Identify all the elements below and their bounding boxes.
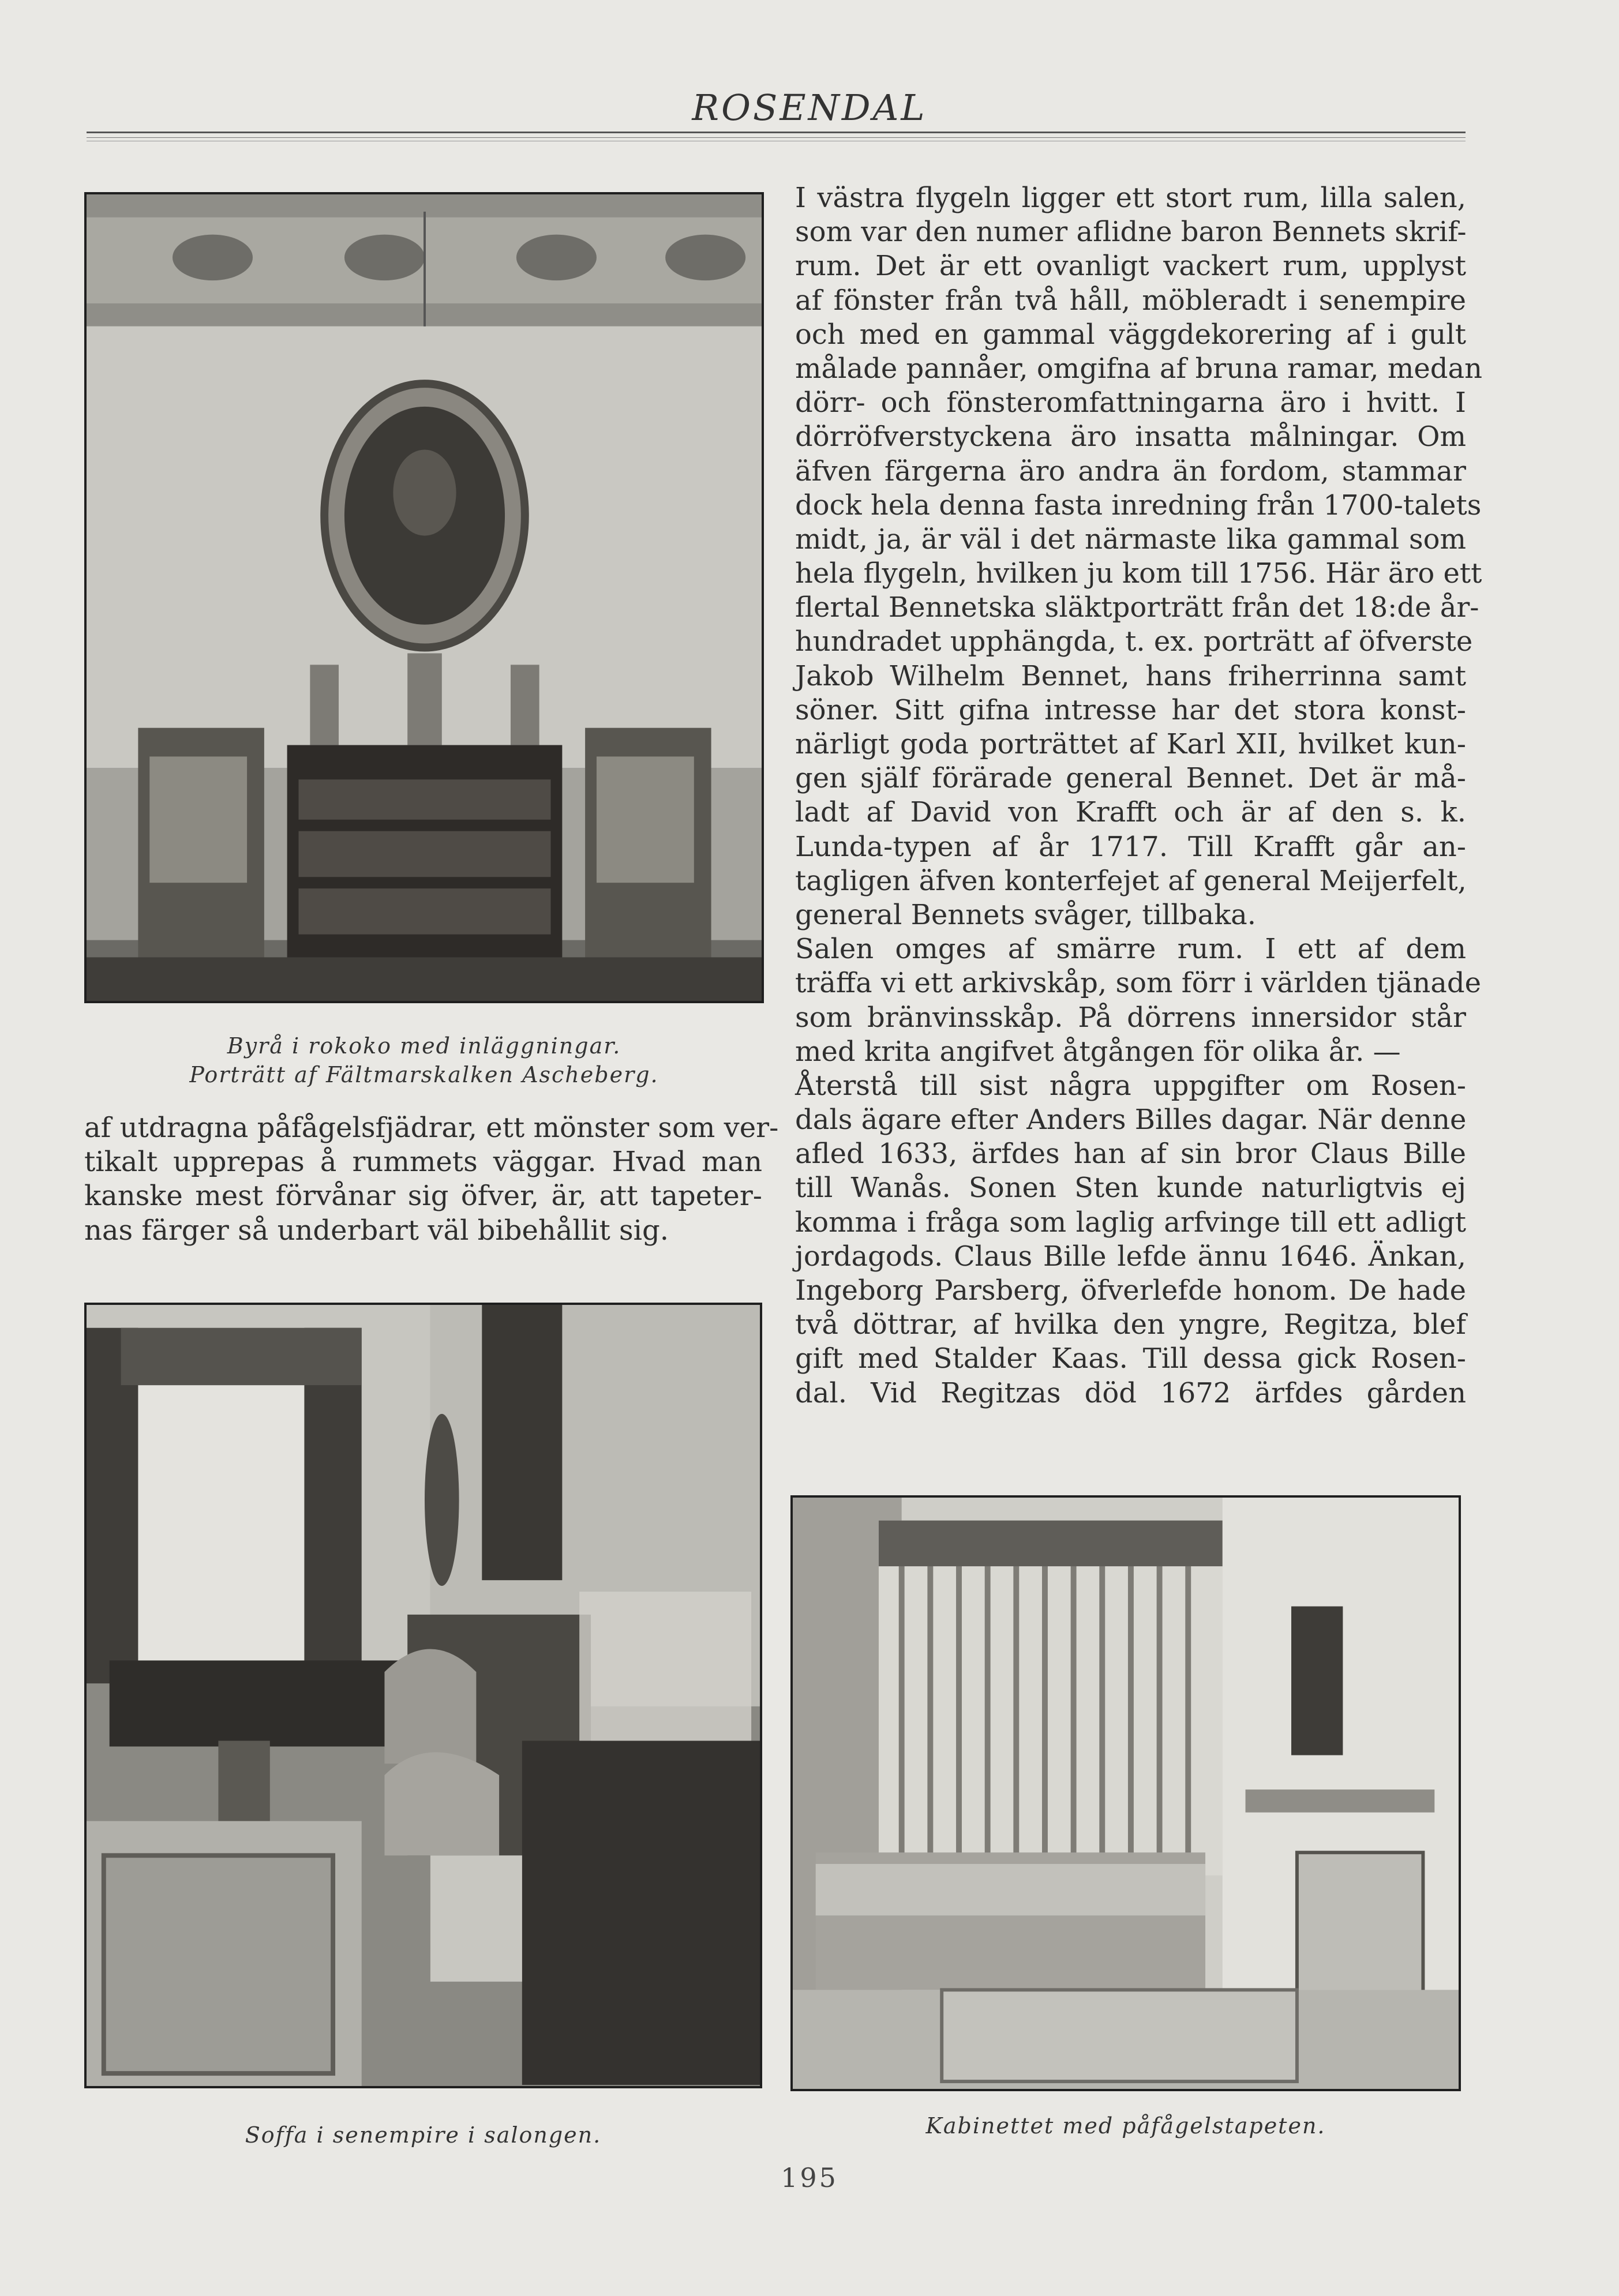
- text-line: af utdragna påfågelsfjädrar, ett mönster som ver-: [84, 1112, 779, 1144]
- text-line: ladt af David von Krafft och är af den s. k.: [795, 796, 1466, 829]
- page-number: 195: [781, 2162, 838, 2193]
- text-line: med krita angifvet åtgången för olika år. —: [795, 1035, 1401, 1068]
- text-line: Ingeborg Parsberg, öfverlefde honom. De hade: [795, 1274, 1466, 1307]
- text-line: afled 1633, ärfdes han af sin bror Claus Bille: [795, 1138, 1466, 1170]
- text-line: Jakob Wilhelm Bennet, hans friherrinna samt: [795, 659, 1466, 692]
- text-line: kanske mest förvånar sig öfver, är, att tapeter-: [84, 1180, 762, 1213]
- figure-caption-cabinet: Kabinettet med påfågelstapeten.: [925, 2113, 1326, 2139]
- figure-caption-salon-sofa: Soffa i senempire i salongen.: [245, 2122, 602, 2148]
- text-line: som bränvinsskåp. På dörrens innersidor står: [795, 1001, 1466, 1034]
- text-line: rum. Det är ett ovanligt vackert rum, upplyst: [795, 250, 1466, 283]
- text-line: af fönster från två håll, möbleradt i senempire: [795, 284, 1466, 317]
- text-line: söner. Sitt gifna intresse har det stora konst-: [795, 693, 1466, 726]
- photo-salon-sofa: [84, 1303, 762, 2088]
- text-line: målade pannåer, omgifna af bruna ramar, medan: [795, 352, 1482, 385]
- text-line: dals ägare efter Anders Billes dagar. När denne: [795, 1104, 1467, 1136]
- photo-cabinet-room: [790, 1495, 1461, 2091]
- text-line: komma i fråga som laglig arfvinge till ett adligt: [795, 1206, 1466, 1239]
- photo-commode-portrait: [84, 192, 764, 1003]
- right-column-text: [795, 181, 1482, 1410]
- text-line: till Wanås. Sonen Sten kunde naturligtvis ej: [795, 1172, 1466, 1205]
- figure-caption-commode: [84, 1031, 764, 1089]
- left-column-text: [84, 1111, 779, 1248]
- text-line: dal. Vid Regitzas död 1672 ärfdes gården: [795, 1376, 1466, 1409]
- text-line: närligt goda porträttet af Karl XII, hvilket kun-: [795, 728, 1466, 760]
- text-line: dörr- och fönsteromfattningarna äro i hvitt. I: [795, 387, 1466, 419]
- text-line: I västra flygeln ligger ett stort rum, lilla salen,: [795, 182, 1466, 214]
- text-line: flertal Bennetska släktporträtt från det 18:de år-: [795, 591, 1479, 624]
- text-line: tagligen äfven konterfejet af general Meijerfelt,: [795, 864, 1467, 897]
- header-rule: [87, 132, 1466, 133]
- text-line: som var den numer aflidne baron Bennets skrif-: [795, 216, 1467, 249]
- header-rule-thin: [87, 137, 1466, 138]
- text-line: jordagods. Claus Bille lefde ännu 1646. Änkan,: [795, 1240, 1466, 1273]
- text-line: dörröfverstyckena äro insatta målningar. Om: [795, 421, 1466, 453]
- text-line: gift med Stalder Kaas. Till dessa gick Rosen-: [795, 1342, 1466, 1375]
- text-line: Lunda-typen af år 1717. Till Krafft går an-: [795, 830, 1466, 863]
- text-line: två döttrar, af hvilka den yngre, Regitza, blef: [795, 1308, 1466, 1341]
- text-line: hela flygeln, hvilken ju kom till 1756. Här äro ett: [795, 557, 1482, 590]
- caption-line-2: Porträtt af Fältmarskalken Ascheberg.: [189, 1062, 659, 1087]
- text-line: midt, ja, är väl i det närmaste lika gammal som: [795, 523, 1466, 556]
- text-line: hundradet upphängda, t. ex. porträtt af öfverste: [795, 625, 1473, 658]
- text-line: Återstå till sist några uppgifter om Rosen-: [795, 1069, 1466, 1102]
- text-line: träffa vi ett arkivskåp, som förr i världen tjänade: [795, 967, 1482, 1000]
- text-line: äfven färgerna äro andra än fordom, stammar: [795, 455, 1466, 487]
- text-line: Salen omges af smärre rum. I ett af dem: [795, 933, 1466, 966]
- text-line: gen själf förärade general Bennet. Det är må-: [795, 762, 1466, 795]
- text-line: nas färger så underbart väl bibehållit sig.: [84, 1214, 669, 1247]
- text-line: och med en gammal väggdekorering af i gult: [795, 318, 1466, 351]
- text-line: tikalt upprepas å rummets väggar. Hvad man: [84, 1146, 762, 1179]
- text-line: dock hela denna fasta inredning från 1700-talets: [795, 489, 1482, 522]
- caption-line-1: Byrå i rokoko med inläggningar.: [227, 1033, 621, 1059]
- running-header: ROSENDAL: [692, 87, 927, 129]
- text-line: general Bennets svåger, tillbaka.: [795, 898, 1257, 931]
